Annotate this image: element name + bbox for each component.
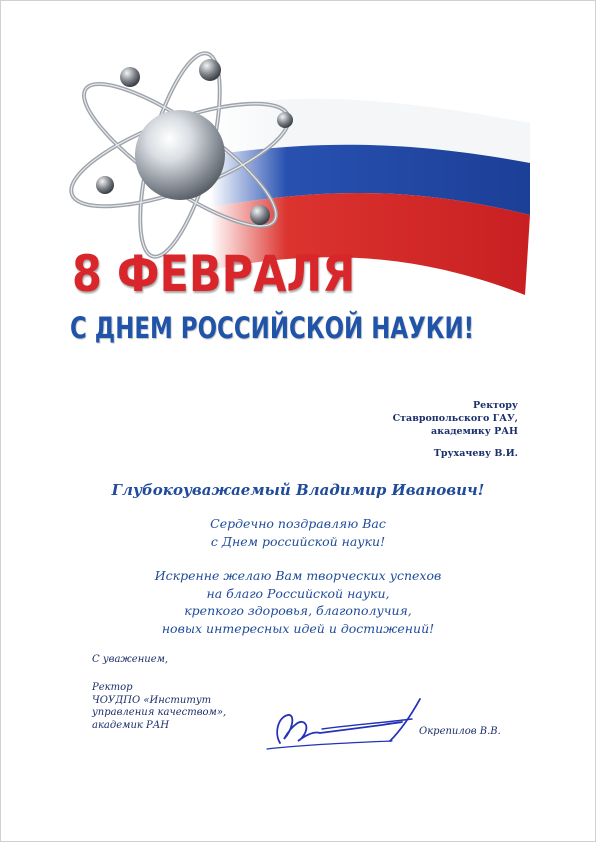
addressee-line: Ректору (473, 400, 518, 411)
addressee-line: Ставропольского ГАУ, (392, 413, 518, 424)
signer-title-line: Ректор (92, 682, 133, 693)
addressee-block (298, 399, 518, 438)
signer-title-line: ЧОУДПО «Институт (92, 694, 212, 706)
paragraph-line: крепкого здоровья, благополучия, (184, 603, 412, 618)
signer-title-line: управления качеством», (92, 707, 227, 718)
paragraph-line: Искренне желаю Вам творческих успехов (154, 568, 442, 583)
signer-title (92, 682, 262, 732)
handwritten-signature (262, 695, 432, 759)
paragraph-line: с Днем российской науки! (210, 533, 386, 549)
paragraph-line: новых интересных идей и достижений! (161, 620, 435, 636)
signer-title-line: академик РАН (92, 719, 170, 731)
wishes-paragraph (0, 567, 596, 637)
nucleus-sphere (135, 110, 225, 200)
headline-date: 8 ФЕВРАЛЯ (72, 245, 356, 303)
congratulation-paragraph (0, 515, 596, 550)
paragraph-line: на благо Российской науки, (206, 585, 390, 601)
closing-phrase: С уважением, (92, 654, 169, 665)
addressee-name: Трухачеву В.И. (433, 448, 518, 459)
headline-subtitle: С ДНЕМ РОССИЙСКОЙ НАУКИ! (70, 311, 475, 345)
addressee-line: академику РАН (431, 426, 518, 437)
signer-name: Окрепилов В.В. (419, 726, 501, 737)
paragraph-line: Сердечно поздравляю Вас (210, 516, 386, 531)
greeting: Глубокоуважаемый Владимир Иванович! (111, 481, 485, 499)
